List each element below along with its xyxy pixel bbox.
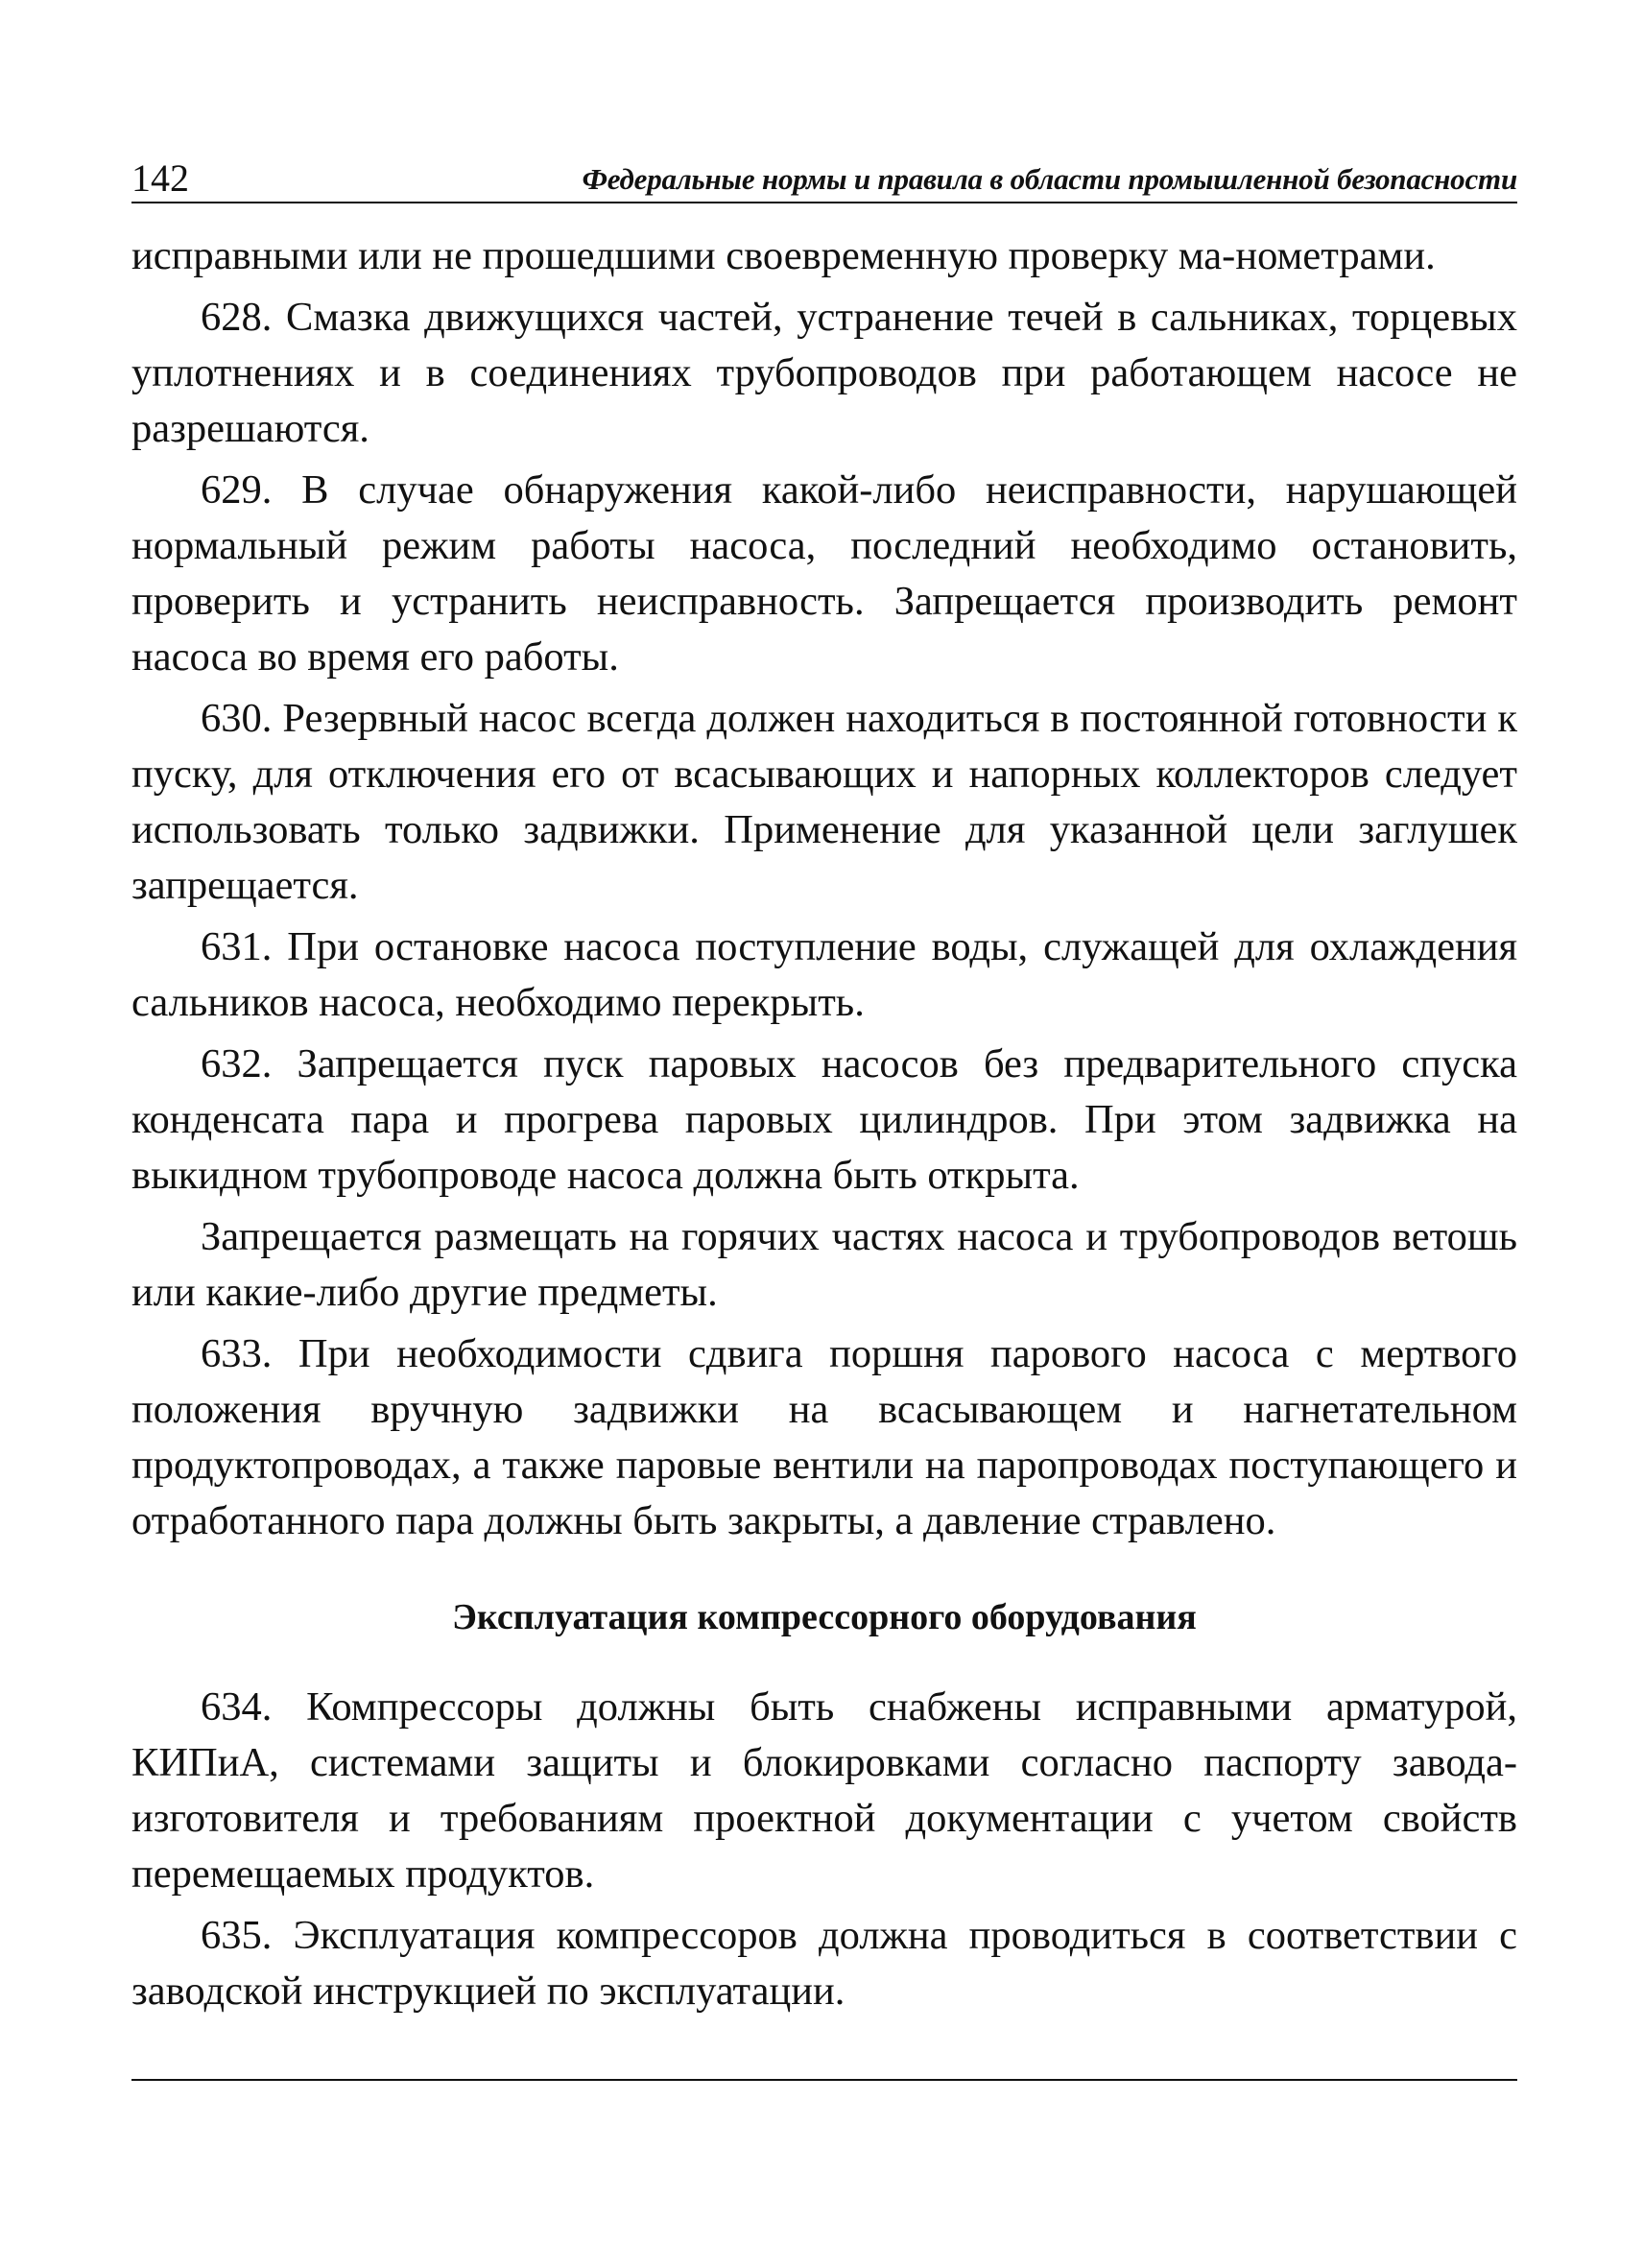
- paragraph-628: 628. Смазка движущихся частей, устранение течей в сальниках, торцевых уплотнениях и в соединениях трубопроводов при работающем насосе не разрешаются.: [131, 295, 1517, 451]
- paragraph-631: 631. При остановке насоса поступление воды, служащей для охлаждения сальников насоса, необходимо перекрыть.: [131, 924, 1517, 1025]
- running-header: [131, 144, 1517, 203]
- page-number: 142: [131, 156, 189, 200]
- section-heading: Эксплуатация компрессорного оборудования: [452, 1597, 1197, 1637]
- paragraph-632-cont: Запрещается размещать на горячих частях насоса и трубопроводов ветошь или какие-либо другие предметы.: [131, 1214, 1517, 1315]
- body-text: [131, 228, 1517, 2019]
- paragraph-633: 633. При необходимости сдвига поршня парового насоса с мертвого положения вручную задвижки на всасывающем и нагнетательном продуктопроводах, а также паровые вентили на паропроводах поступающего и отработанного пара должны быть закрыты, а давление стравлено.: [131, 1331, 1517, 1543]
- document-page: [131, 144, 1517, 2081]
- paragraph-635: 635. Эксплуатация компрессоров должна проводиться в соответствии с заводской инструкцией по эксплуатации.: [131, 1913, 1517, 2014]
- header-title: Федеральные нормы и правила в области промышленной безопасности: [582, 162, 1517, 196]
- paragraph-629: 629. В случае обнаружения какой-либо неисправности, нарушающей нормальный режим работы насоса, последний необходимо остановить, проверить и устранить неисправность. Запрещается производить ремонт насоса во время его работы.: [131, 467, 1517, 680]
- paragraph-continued: исправными или не прошедшими своевременную проверку ма-нометрами.: [131, 233, 1436, 278]
- paragraph-630: 630. Резервный насос всегда должен находиться в постоянной готовности к пуску, для отключения его от всасывающих и напорных коллекторов следует использовать только задвижки. Применение для указанной цели заглушек запрещается.: [131, 696, 1517, 908]
- paragraph-632: 632. Запрещается пуск паровых насосов без предварительного спуска конденсата пара и прогрева паровых цилиндров. При этом задвижка на выкидном трубопроводе насоса должна быть открыта.: [131, 1041, 1517, 1198]
- paragraph-634: 634. Компрессоры должны быть снабжены исправными арматурой, КИПиА, системами защиты и блокировками согласно паспорту завода-изготовителя и требованиям проектной документации с учетом свойств перемещаемых продуктов.: [131, 1684, 1517, 1897]
- bottom-rule: [131, 2079, 1517, 2081]
